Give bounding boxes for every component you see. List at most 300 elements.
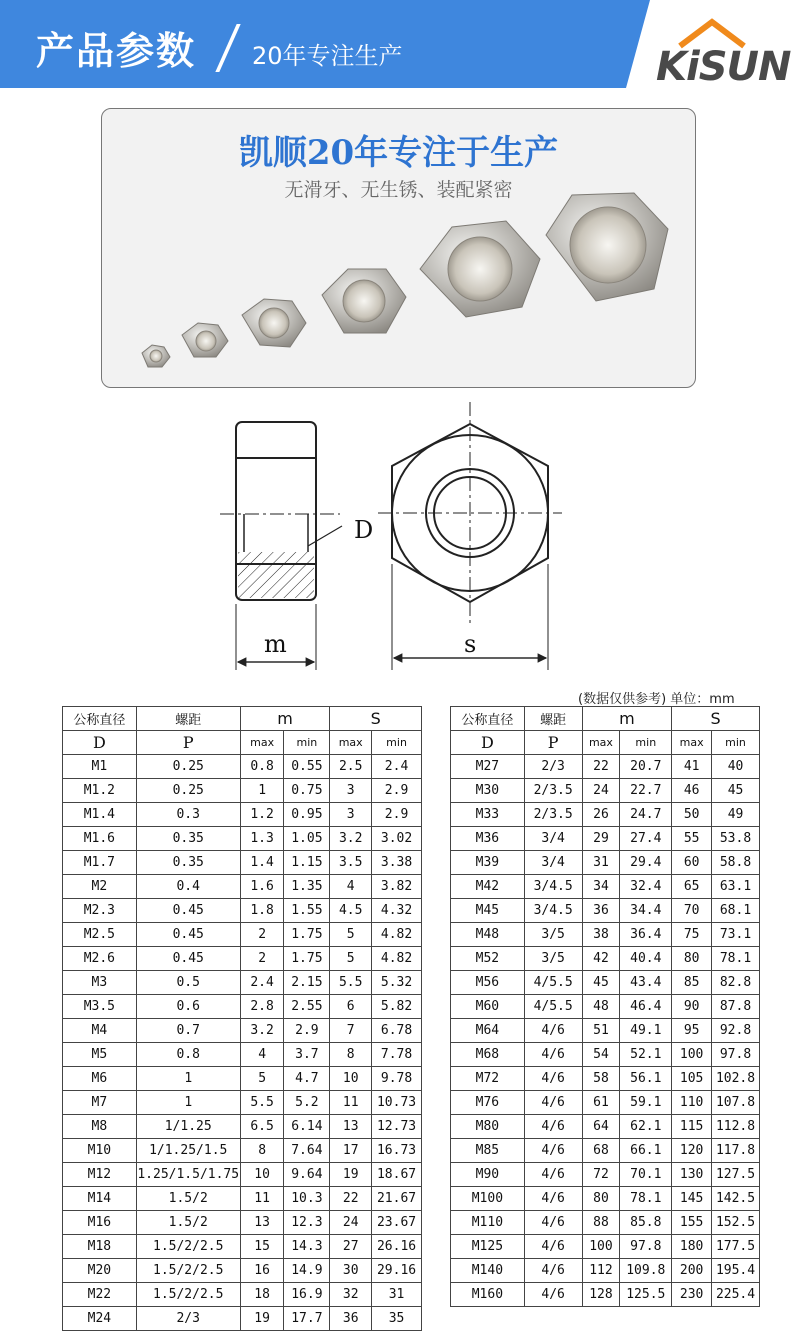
cell-m-min: 1.75	[284, 947, 330, 971]
cell-m-min: 0.55	[284, 755, 330, 779]
nut-3	[242, 299, 306, 347]
cell-pitch: 4/6	[524, 1259, 582, 1283]
cell-m-min: 78.1	[620, 1187, 672, 1211]
cell-m-max: 42	[582, 947, 620, 971]
cell-diameter: M27	[451, 755, 525, 779]
table-row	[63, 899, 422, 923]
cell-s-min: 2.4	[372, 755, 422, 779]
table-row	[451, 1259, 760, 1283]
header-s-min: min	[712, 731, 760, 755]
table-row	[63, 779, 422, 803]
cell-m-max: 13	[240, 1211, 284, 1235]
header-m-min: min	[284, 731, 330, 755]
cell-m-max: 34	[582, 875, 620, 899]
cell-pitch: 1/1.25/1.5	[136, 1139, 240, 1163]
cell-pitch: 4/5.5	[524, 995, 582, 1019]
cell-m-min: 24.7	[620, 803, 672, 827]
cell-pitch: 4/6	[524, 1187, 582, 1211]
nut-2	[182, 323, 228, 357]
table-row	[63, 1067, 422, 1091]
cell-s-max: 230	[672, 1283, 712, 1307]
cell-s-max: 41	[672, 755, 712, 779]
cell-m-min: 16.9	[284, 1283, 330, 1307]
cell-pitch: 4/6	[524, 1139, 582, 1163]
cell-m-min: 1.55	[284, 899, 330, 923]
cell-m-max: 5.5	[240, 1091, 284, 1115]
cell-s-max: 200	[672, 1259, 712, 1283]
cell-pitch: 1.5/2/2.5	[136, 1283, 240, 1307]
product-banner	[101, 108, 696, 388]
cell-s-max: 3.5	[330, 851, 372, 875]
header-d-symbol: D	[63, 731, 137, 755]
cell-m-min: 97.8	[620, 1235, 672, 1259]
cell-m-max: 36	[582, 899, 620, 923]
cell-s-max: 120	[672, 1139, 712, 1163]
table-row	[63, 803, 422, 827]
spec-table-right	[450, 706, 760, 1307]
cell-m-max: 31	[582, 851, 620, 875]
cell-s-min: 45	[712, 779, 760, 803]
cell-m-min: 0.95	[284, 803, 330, 827]
cell-diameter: M2.5	[63, 923, 137, 947]
cell-s-max: 95	[672, 1019, 712, 1043]
cell-s-min: 18.67	[372, 1163, 422, 1187]
cell-pitch: 2/3	[524, 755, 582, 779]
cell-diameter: M110	[451, 1211, 525, 1235]
table-row	[63, 1187, 422, 1211]
spec-table-left-header	[63, 707, 422, 755]
cell-diameter: M22	[63, 1283, 137, 1307]
cell-diameter: M1.6	[63, 827, 137, 851]
cell-s-min: 117.8	[712, 1139, 760, 1163]
cell-pitch: 4/6	[524, 1043, 582, 1067]
cell-s-min: 23.67	[372, 1211, 422, 1235]
cell-s-max: 19	[330, 1163, 372, 1187]
cell-diameter: M2.3	[63, 899, 137, 923]
table-row	[451, 779, 760, 803]
cell-m-max: 0.8	[240, 755, 284, 779]
cell-s-max: 65	[672, 875, 712, 899]
table-row	[451, 1163, 760, 1187]
cell-diameter: M80	[451, 1115, 525, 1139]
cell-pitch: 1.5/2/2.5	[136, 1259, 240, 1283]
cell-m-min: 17.7	[284, 1307, 330, 1331]
table-row	[451, 899, 760, 923]
cell-diameter: M3	[63, 971, 137, 995]
cell-s-min: 5.82	[372, 995, 422, 1019]
cell-m-max: 19	[240, 1307, 284, 1331]
cell-s-max: 4	[330, 875, 372, 899]
table-row	[63, 1139, 422, 1163]
cell-pitch: 2/3.5	[524, 779, 582, 803]
cell-s-max: 36	[330, 1307, 372, 1331]
cell-m-min: 70.1	[620, 1163, 672, 1187]
cell-m-min: 109.8	[620, 1259, 672, 1283]
cell-s-max: 24	[330, 1211, 372, 1235]
cell-pitch: 1/1.25	[136, 1115, 240, 1139]
cell-m-min: 20.7	[620, 755, 672, 779]
cell-m-min: 56.1	[620, 1067, 672, 1091]
cell-s-min: 102.8	[712, 1067, 760, 1091]
cell-m-max: 51	[582, 1019, 620, 1043]
cell-m-max: 18	[240, 1283, 284, 1307]
cell-diameter: M7	[63, 1091, 137, 1115]
cell-s-min: 7.78	[372, 1043, 422, 1067]
cell-s-min: 2.9	[372, 803, 422, 827]
header-s-max: max	[330, 731, 372, 755]
cell-m-min: 29.4	[620, 851, 672, 875]
cell-diameter: M56	[451, 971, 525, 995]
table-row	[451, 1187, 760, 1211]
banner-subtitle: 无滑牙、无生锈、装配紧密	[284, 179, 513, 201]
cell-pitch: 0.35	[136, 851, 240, 875]
cell-diameter: M1.7	[63, 851, 137, 875]
cell-s-min: 53.8	[712, 827, 760, 851]
cell-s-max: 5.5	[330, 971, 372, 995]
table-row	[451, 947, 760, 971]
cell-pitch: 1.5/2	[136, 1187, 240, 1211]
cell-m-max: 72	[582, 1163, 620, 1187]
cell-s-max: 4.5	[330, 899, 372, 923]
cell-m-min: 1.05	[284, 827, 330, 851]
cell-pitch: 0.45	[136, 947, 240, 971]
cell-s-max: 2.5	[330, 755, 372, 779]
cell-m-min: 59.1	[620, 1091, 672, 1115]
cell-diameter: M42	[451, 875, 525, 899]
cell-m-min: 52.1	[620, 1043, 672, 1067]
cell-m-min: 0.75	[284, 779, 330, 803]
table-row	[63, 1115, 422, 1139]
cell-s-max: 110	[672, 1091, 712, 1115]
cell-s-min: 107.8	[712, 1091, 760, 1115]
cell-pitch: 0.8	[136, 1043, 240, 1067]
cell-m-min: 22.7	[620, 779, 672, 803]
cell-s-min: 112.8	[712, 1115, 760, 1139]
cell-s-min: 87.8	[712, 995, 760, 1019]
cell-s-min: 2.9	[372, 779, 422, 803]
table-row	[451, 851, 760, 875]
nut-1	[142, 345, 170, 367]
header-p-symbol: P	[524, 731, 582, 755]
header-s: S	[330, 707, 422, 731]
table-row	[451, 1067, 760, 1091]
table-row	[451, 1115, 760, 1139]
cell-s-min: 97.8	[712, 1043, 760, 1067]
table-row	[63, 1163, 422, 1187]
cell-m-min: 125.5	[620, 1283, 672, 1307]
header-m-max: max	[582, 731, 620, 755]
cell-m-min: 5.2	[284, 1091, 330, 1115]
table-row	[451, 1211, 760, 1235]
table-row	[451, 1283, 760, 1307]
cell-s-min: 92.8	[712, 1019, 760, 1043]
cell-pitch: 0.7	[136, 1019, 240, 1043]
cell-m-min: 10.3	[284, 1187, 330, 1211]
cell-pitch: 4/6	[524, 1235, 582, 1259]
cell-s-max: 17	[330, 1139, 372, 1163]
cell-diameter: M125	[451, 1235, 525, 1259]
cell-s-max: 180	[672, 1235, 712, 1259]
table-row	[63, 1211, 422, 1235]
cell-m-max: 68	[582, 1139, 620, 1163]
cell-pitch: 0.5	[136, 971, 240, 995]
header-m-min: min	[620, 731, 672, 755]
header-m-max: max	[240, 731, 284, 755]
cell-s-max: 105	[672, 1067, 712, 1091]
header-s-max: max	[672, 731, 712, 755]
cell-m-max: 100	[582, 1235, 620, 1259]
table-row	[63, 1259, 422, 1283]
cell-s-max: 3	[330, 803, 372, 827]
nut-5	[420, 221, 540, 317]
cell-s-min: 3.02	[372, 827, 422, 851]
label-m: m	[264, 630, 287, 658]
cell-pitch: 0.25	[136, 755, 240, 779]
cell-diameter: M5	[63, 1043, 137, 1067]
cell-m-min: 46.4	[620, 995, 672, 1019]
table-row	[451, 827, 760, 851]
cell-m-max: 26	[582, 803, 620, 827]
cell-m-max: 1	[240, 779, 284, 803]
cell-s-min: 4.82	[372, 947, 422, 971]
table-row	[63, 995, 422, 1019]
cell-s-min: 21.67	[372, 1187, 422, 1211]
cell-s-max: 130	[672, 1163, 712, 1187]
cell-diameter: M2	[63, 875, 137, 899]
cell-s-max: 6	[330, 995, 372, 1019]
cell-pitch: 0.4	[136, 875, 240, 899]
label-d: D	[354, 516, 374, 544]
table-row	[63, 923, 422, 947]
cell-pitch: 4/6	[524, 1019, 582, 1043]
cell-m-max: 38	[582, 923, 620, 947]
table-row	[451, 1091, 760, 1115]
cell-m-max: 11	[240, 1187, 284, 1211]
cell-s-max: 85	[672, 971, 712, 995]
cell-m-max: 15	[240, 1235, 284, 1259]
cell-s-max: 50	[672, 803, 712, 827]
spec-table-left	[62, 706, 422, 1331]
cell-pitch: 4/6	[524, 1115, 582, 1139]
cell-pitch: 0.6	[136, 995, 240, 1019]
cell-diameter: M12	[63, 1163, 137, 1187]
cell-m-min: 14.9	[284, 1259, 330, 1283]
cell-m-max: 4	[240, 1043, 284, 1067]
cell-s-max: 3	[330, 779, 372, 803]
cell-s-min: 225.4	[712, 1283, 760, 1307]
cell-s-min: 35	[372, 1307, 422, 1331]
cell-diameter: M30	[451, 779, 525, 803]
cell-s-max: 75	[672, 923, 712, 947]
table-row	[451, 803, 760, 827]
cell-diameter: M60	[451, 995, 525, 1019]
cell-s-min: 73.1	[712, 923, 760, 947]
table-row	[63, 971, 422, 995]
cell-s-max: 30	[330, 1259, 372, 1283]
cell-pitch: 4/6	[524, 1091, 582, 1115]
header-p-symbol: P	[136, 731, 240, 755]
cell-s-min: 49	[712, 803, 760, 827]
cell-diameter: M100	[451, 1187, 525, 1211]
cell-diameter: M10	[63, 1139, 137, 1163]
cell-m-max: 54	[582, 1043, 620, 1067]
page-title: 产品参数	[36, 28, 197, 73]
cell-s-max: 5	[330, 947, 372, 971]
table-row	[451, 923, 760, 947]
cell-m-min: 7.64	[284, 1139, 330, 1163]
cell-m-min: 6.14	[284, 1115, 330, 1139]
cell-pitch: 4/5.5	[524, 971, 582, 995]
cell-m-min: 2.15	[284, 971, 330, 995]
cell-pitch: 3/5	[524, 947, 582, 971]
cell-m-max: 6.5	[240, 1115, 284, 1139]
cell-s-max: 115	[672, 1115, 712, 1139]
header-nominal-diameter: 公称直径	[451, 707, 525, 731]
cell-diameter: M45	[451, 899, 525, 923]
cell-s-min: 10.73	[372, 1091, 422, 1115]
table-row	[63, 755, 422, 779]
cell-s-min: 127.5	[712, 1163, 760, 1187]
cell-m-min: 12.3	[284, 1211, 330, 1235]
cell-m-max: 112	[582, 1259, 620, 1283]
cell-diameter: M52	[451, 947, 525, 971]
cell-m-max: 2	[240, 947, 284, 971]
cell-pitch: 1	[136, 1091, 240, 1115]
cell-m-min: 2.55	[284, 995, 330, 1019]
table-row	[451, 1235, 760, 1259]
cell-s-max: 11	[330, 1091, 372, 1115]
cell-pitch: 3/4	[524, 827, 582, 851]
cell-pitch: 1.25/1.5/1.75	[136, 1163, 240, 1187]
cell-m-min: 49.1	[620, 1019, 672, 1043]
cell-m-max: 2.4	[240, 971, 284, 995]
cell-s-max: 46	[672, 779, 712, 803]
cell-s-max: 70	[672, 899, 712, 923]
cell-s-max: 60	[672, 851, 712, 875]
cell-diameter: M64	[451, 1019, 525, 1043]
cell-s-max: 100	[672, 1043, 712, 1067]
cell-s-min: 3.82	[372, 875, 422, 899]
cell-s-min: 142.5	[712, 1187, 760, 1211]
cell-diameter: M3.5	[63, 995, 137, 1019]
cell-s-min: 3.38	[372, 851, 422, 875]
cell-m-min: 1.75	[284, 923, 330, 947]
header-nominal-diameter: 公称直径	[63, 707, 137, 731]
cell-s-min: 63.1	[712, 875, 760, 899]
cell-pitch: 4/6	[524, 1211, 582, 1235]
cell-m-max: 64	[582, 1115, 620, 1139]
cell-s-max: 80	[672, 947, 712, 971]
cell-s-max: 3.2	[330, 827, 372, 851]
cell-m-min: 40.4	[620, 947, 672, 971]
cell-pitch: 1	[136, 1067, 240, 1091]
cell-pitch: 0.45	[136, 923, 240, 947]
label-s: s	[464, 630, 477, 658]
cell-s-max: 22	[330, 1187, 372, 1211]
cell-pitch: 0.45	[136, 899, 240, 923]
cell-diameter: M160	[451, 1283, 525, 1307]
brand-logo: KiSUN	[656, 44, 791, 90]
cell-diameter: M14	[63, 1187, 137, 1211]
table-row	[451, 875, 760, 899]
cell-diameter: M72	[451, 1067, 525, 1091]
table-row	[63, 1283, 422, 1307]
cell-m-max: 48	[582, 995, 620, 1019]
cell-pitch: 0.3	[136, 803, 240, 827]
cell-m-min: 1.35	[284, 875, 330, 899]
cell-m-max: 1.4	[240, 851, 284, 875]
table-row	[63, 875, 422, 899]
table-row	[451, 1139, 760, 1163]
cell-s-max: 145	[672, 1187, 712, 1211]
cell-m-max: 16	[240, 1259, 284, 1283]
table-row	[63, 1235, 422, 1259]
header-pitch: 螺距	[136, 707, 240, 731]
table-row	[451, 1019, 760, 1043]
cell-pitch: 2/3.5	[524, 803, 582, 827]
cell-m-min: 34.4	[620, 899, 672, 923]
spec-table-right-header	[451, 707, 760, 755]
cell-m-max: 29	[582, 827, 620, 851]
cell-s-max: 5	[330, 923, 372, 947]
cell-pitch: 2/3	[136, 1307, 240, 1331]
cell-m-min: 43.4	[620, 971, 672, 995]
cell-m-max: 24	[582, 779, 620, 803]
cell-m-max: 5	[240, 1067, 284, 1091]
cell-pitch: 3/4	[524, 851, 582, 875]
cell-m-min: 27.4	[620, 827, 672, 851]
cell-m-max: 1.6	[240, 875, 284, 899]
header-pitch: 螺距	[524, 707, 582, 731]
cell-diameter: M39	[451, 851, 525, 875]
spec-table-left-body	[63, 755, 422, 1331]
cell-diameter: M33	[451, 803, 525, 827]
cell-diameter: M2.6	[63, 947, 137, 971]
cell-s-min: 26.16	[372, 1235, 422, 1259]
cell-m-min: 62.1	[620, 1115, 672, 1139]
cell-pitch: 3/5	[524, 923, 582, 947]
cell-s-min: 58.8	[712, 851, 760, 875]
spec-table-right-body	[451, 755, 760, 1307]
header-s-min: min	[372, 731, 422, 755]
nut-4	[322, 269, 406, 333]
cell-m-min: 85.8	[620, 1211, 672, 1235]
cell-s-min: 29.16	[372, 1259, 422, 1283]
cell-m-max: 1.3	[240, 827, 284, 851]
cell-m-min: 36.4	[620, 923, 672, 947]
cell-diameter: M1.4	[63, 803, 137, 827]
cell-m-min: 1.15	[284, 851, 330, 875]
cell-m-min: 66.1	[620, 1139, 672, 1163]
cell-s-min: 195.4	[712, 1259, 760, 1283]
cell-m-min: 3.7	[284, 1043, 330, 1067]
cell-m-max: 58	[582, 1067, 620, 1091]
cell-diameter: M68	[451, 1043, 525, 1067]
cell-m-max: 80	[582, 1187, 620, 1211]
cell-s-min: 78.1	[712, 947, 760, 971]
banner-title: 凯顺20年专注于生产	[238, 133, 559, 173]
cell-s-max: 8	[330, 1043, 372, 1067]
cell-s-min: 12.73	[372, 1115, 422, 1139]
cell-s-min: 152.5	[712, 1211, 760, 1235]
cell-s-min: 177.5	[712, 1235, 760, 1259]
cell-s-max: 32	[330, 1283, 372, 1307]
table-row	[63, 1019, 422, 1043]
nut-technical-drawing	[210, 400, 590, 680]
cell-m-min: 14.3	[284, 1235, 330, 1259]
cell-m-max: 1.8	[240, 899, 284, 923]
cell-s-max: 55	[672, 827, 712, 851]
